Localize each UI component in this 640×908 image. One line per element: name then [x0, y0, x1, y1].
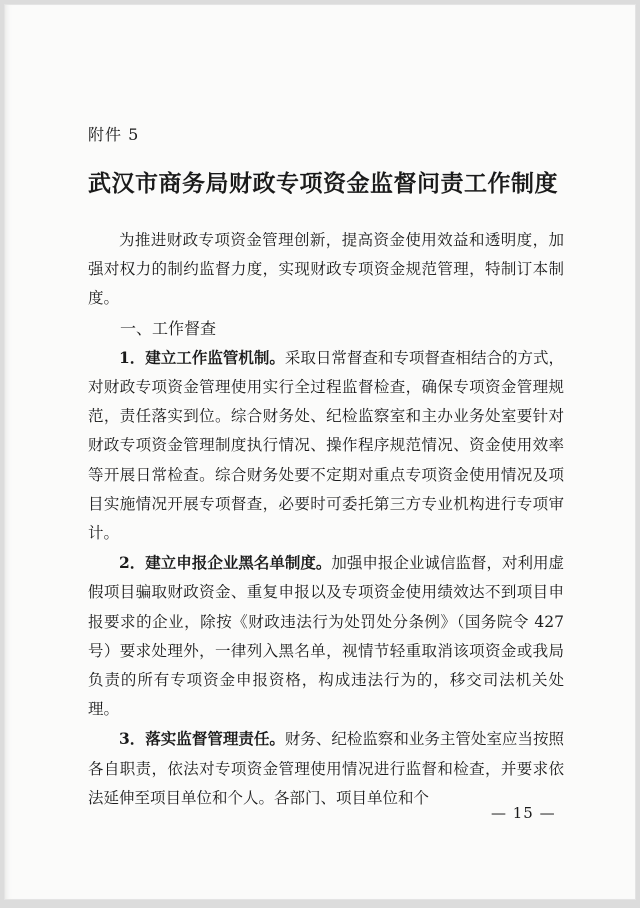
item-lead: 1．建立工作监管机制。 [119, 347, 285, 367]
document-body [88, 226, 564, 813]
item-paragraph-3 [88, 724, 564, 813]
item-text: 采取日常督查和专项督查相结合的方式，对财政专项资金管理使用实行全过程监督检查，确保专项资金管理规范，责任落实到位。综合财务处、纪检监察室和主办业务处室要针对财政专项资金管理制度执行情况、操作程序规范情况、资金使用效率等开展日常检查。综合财务处要不定期对重点专项资金使用情况及项目实施情况开展专项督查，必要时可委托第三方专业机构进行专项审计。 [88, 348, 564, 543]
item-paragraph-2 [88, 548, 564, 724]
page-number: — 15 — [491, 804, 556, 822]
item-text: 财务、纪检监察和业务主管处室应当按照各自职责，依法对专项资金管理使用情况进行监督和检查，并要求依法延伸至项目单位和个人。各部门、项目单位和个 [88, 730, 564, 807]
item-text: 加强申报企业诚信监督，对利用虚假项目骗取财政资金、重复申报以及专项资金使用绩效达不到项目申报要求的企业，除按《财政违法行为处罚处分条例》（国务院令 427 号）要求处理外，一律列入黑名单，视情节轻重取消该项资金或我局负责的所有专项资金申报资格，构成违法行为的，移交司法机关处理。 [88, 554, 564, 719]
item-lead: 3．落实监督管理责任。 [119, 729, 285, 749]
document-page [4, 4, 636, 900]
item-lead: 2．建立申报企业黑名单制度。 [119, 553, 332, 573]
intro-paragraph: 为推进财政专项资金管理创新，提高资金使用效益和透明度，加强对权力的制约监督力度，实现财政专项资金规范管理，特制订本制度。 [88, 231, 564, 308]
attachment-label: 附件 5 [88, 125, 140, 144]
item-paragraph-1 [88, 343, 564, 548]
section-heading: 一、工作督查 [120, 318, 217, 338]
document-title: 武汉市商务局财政专项资金监督问责工作制度 [88, 170, 558, 197]
